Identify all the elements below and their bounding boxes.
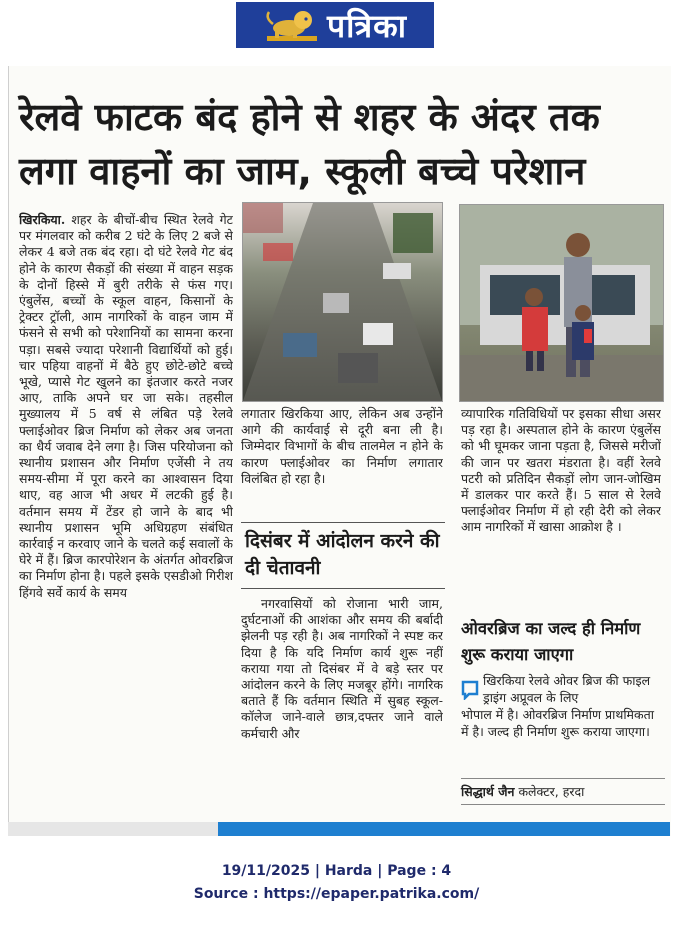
- dateline: खिरकिया.: [19, 212, 66, 227]
- collector-quote-body: भोपाल में है। ओवरब्रिज निर्माण प्राथमिकता में है। जल्द ही निर्माण शुरू कराया जाएगा।: [461, 707, 654, 739]
- children-by-vehicle-photo: [459, 204, 664, 402]
- quote-icon: [461, 680, 479, 700]
- masthead-logo: [236, 2, 434, 48]
- edition-info: 19/11/2025 | Harda | Page : 4: [221, 863, 452, 879]
- source-link[interactable]: Source : https://epaper.patrika.com/: [193, 886, 480, 902]
- article-column-2b: [241, 596, 443, 804]
- article-column-1: [19, 212, 233, 812]
- article-column-2: लगातार खिरकिया आए, लेकिन अब उन्होंने आगे की कार्यवाई से दूरी बना ली है। जिम्मेदार विभागों के बीच तालमेल न होने के कारण फ्लाईओवर का निर्माण लगातार विलंबित हो रहा है।: [241, 406, 443, 486]
- next-article-band: [218, 822, 670, 836]
- subheading-protest-warning: दिसंबर में आंदोलन करने की दी चेतावनी: [245, 530, 440, 579]
- next-article-strip: [8, 822, 670, 836]
- article-column-3: व्यापारिक गतिविधियों पर इसका सीधा असर पड़ रहा है। अस्पताल होने के कारण एंबुलेंस को भी घूमकर जाना पड़ता है, जिससे मरीजों की जान पर खतरा मंडराता है। वहीं रेलवे पटरी को प्रतिदिन सैकड़ों लोग जान-जोखिम में डालकर पार करते हैं। 5 साल से रेलवे फ्लाईओवर निर्माण में हो रही देरी को लेकर आम नागरिकों में खासा आक्रोश है ।: [461, 406, 661, 535]
- section-divider: [241, 588, 445, 589]
- subheading-overbridge: ओवरब्रिज का जल्द ही निर्माण शुरू कराया जाएगा: [461, 619, 641, 664]
- headline-line-2: लगा वाहनों का जाम, स्कूली बच्चे परेशान: [19, 149, 586, 193]
- traffic-jam-photo: [242, 202, 443, 402]
- article-text-1: शहर के बीचों-बीच स्थित रेलवे गेट पर मंगलवार को करीब 2 घंटे के लिए 2 बजे से लेकर 4 बजे तक बंद रहा। दो घंटे रेलवे गेट बंद होने के कारण सैकड़ों की संख्या में वाहन सड़क के दोनों हिस्से में बुरी तरीके से फंस गए। एंबुलेंस, बच्चों के स्कूल वाहन, किसानों के ट्रेक्टर ट्रॉली, आम नागरिकों के वाहन जाम में फंसने से सभी को परेशानियों का सामना करना पड़ा। सबसे ज्यादा परेशानी विद्यार्थियों को हुई। चार पहिया वाहनों में बैठे हुए छोटे-छोटे बच्चे भूखे, प्यासे गेट खुलने का इंतजार करते नजर आए, ताकि अपने घर जा सके। तहसील मुख्यालय में 5 वर्ष से लंबित पड़े रेलवे फ्लाईओवर ब्रिज निर्माण को लेकर अब जनता का धैर्य जवाब देने लगा है। जिस परियोजना को स्थानीय प्रशासन और निर्माण एजेंसी ने तय समय-सीमा में पूरा करने का आश्वासन दिया थाए, वह आज भी अधर में लटकी हुई है। वर्तमान समय में टेंडर हो जाने के बाद भी स्थानीय प्रशासन भूमि अधिग्रहण संबंधित कार्रवाई न करवाए जाने के चलते कई सवालों के घेरे में हैं। ब्रिज कारपोरेशन के अंतर्गत ओवरब्रिज का निर्माण होना है। पहले इसके एसडीओ गिरीश हिंगवे सर्वे कार्य के समय: [19, 212, 233, 600]
- section-divider: [241, 522, 445, 523]
- news-clipping: [8, 66, 671, 836]
- article-text-2b: नगरवासियों को रोजाना भारी जाम, दुर्घटनाओं की आशंका और समय की बर्बादी झेलनी पड़ रही है। अब नागरिकों ने स्पष्ट कर दिया है कि यदि निर्माण कार्य शुरू नहीं कराया गया तो दिसंबर में वे बड़े स्तर पर आंदोलन करने के लिए मजबूर होंगे। नागरिक बताते हैं कि वर्तमान स्थिति में सुबह स्कूल-कॉलेज जाने-वाले छात्र,दफ्तर जाने वाले कर्मचारी और: [241, 596, 443, 741]
- lion-icon: [263, 6, 321, 44]
- collector-quote-lead: खिरकिया रेलवे ओवर ब्रिज की फाइल ड्राइंग अप्रूवल के लिए: [483, 673, 651, 705]
- signature-title: कलेक्टर, हरदा: [514, 784, 585, 799]
- brand-name: पत्रिका: [327, 6, 407, 45]
- quote-signature: [461, 778, 665, 805]
- signature-name: सिद्धार्थ जैन: [461, 784, 515, 799]
- headline-line-1: रेलवे फाटक बंद होने से शहर के अंदर तक: [19, 95, 600, 139]
